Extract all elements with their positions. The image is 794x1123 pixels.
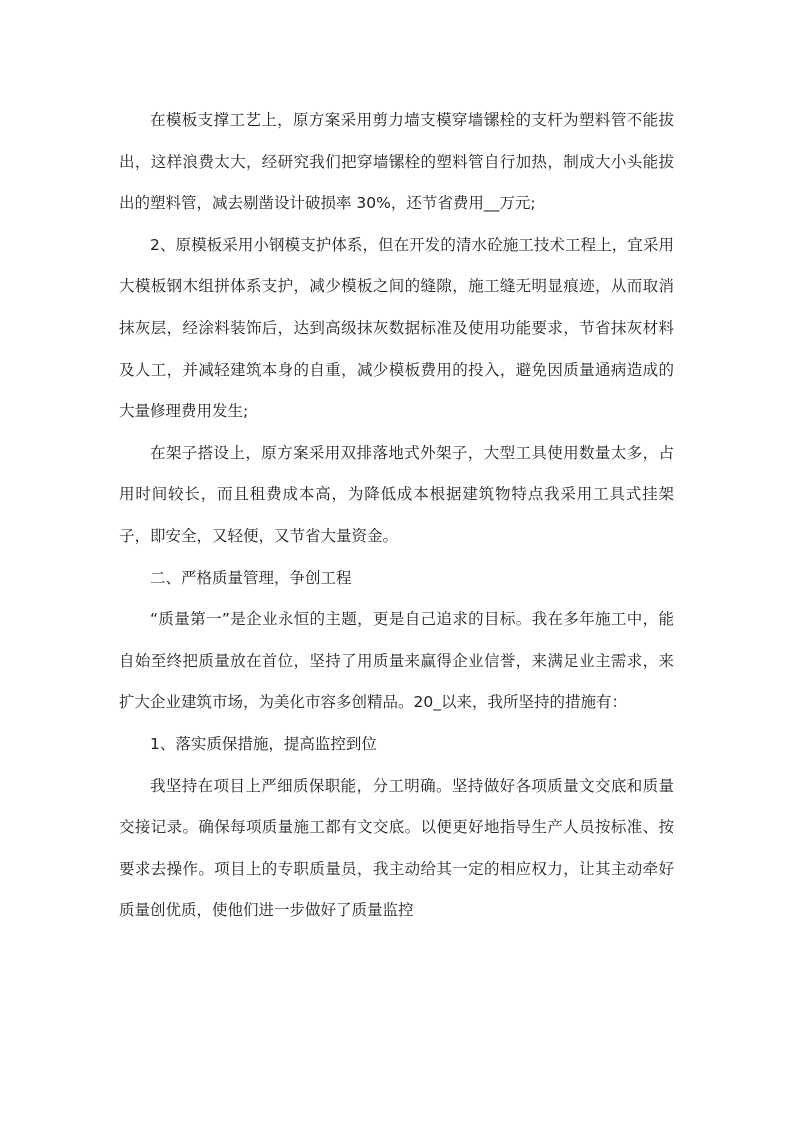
- paragraph-quality-duties: 我坚持在项目上严细质保职能，分工明确。坚持做好各项质量文交底和质量交接记录。确保每项质量施工都有文交底。以便更好地指导生产人员按标准、按要求去操作。项目上的专职质量员，我主动给其一定的相应权力，让其主动牵好质量创优质，使他们进一步做好了质量监控: [119, 776, 674, 920]
- paragraph-formwork-support: 在模板支撑工艺上，原方案采用剪力墙支模穿墙镙栓的支杆为塑料管不能拔出，这样浪费太大，经研究我们把穿墙镙栓的塑料管自行加热，制成大小头能拔出的塑料管，减去剔凿设计破损率 30%，还节省费用__万元;: [119, 111, 674, 213]
- section-heading-quality-management: 二、严格质量管理，争创工程: [150, 568, 352, 587]
- document-body: [119, 100, 674, 932]
- subheading-quality-measures: 1、落实质保措施，提高监控到位: [150, 734, 377, 753]
- paragraph-scaffolding: 在架子搭设上，原方案采用双排落地式外架子，大型工具使用数量太多，占用时间较长，而且租费成本高，为降低成本根据建筑物特点我采用工具式挂架子，即安全，又轻便，又节省大量资金。: [119, 443, 674, 545]
- paragraph-steel-formwork: 2、原模板采用小钢模支护体系，但在开发的清水砼施工技术工程上，宜采用大模板钢木组拼体系支护，减少模板之间的缝隙，施工缝无明显痕迹，从而取消抹灰层，经涂料装饰后，达到高级抹灰数据标准及使用功能要求，节省抹灰材料及人工，并减轻建筑本身的自重，减少模板费用的投入，避免因质量通病造成的大量修理费用发生;: [119, 235, 674, 421]
- paragraph-quality-first: “质量第一”是企业永恒的主题，更是自己追求的目标。我在多年施工中，能自始至终把质量放在首位，坚持了用质量来赢得企业信誉，来满足业主需求，来扩大企业建筑市场，为美化市容多创精品。20_以来，我所坚持的措施有：: [119, 610, 674, 712]
